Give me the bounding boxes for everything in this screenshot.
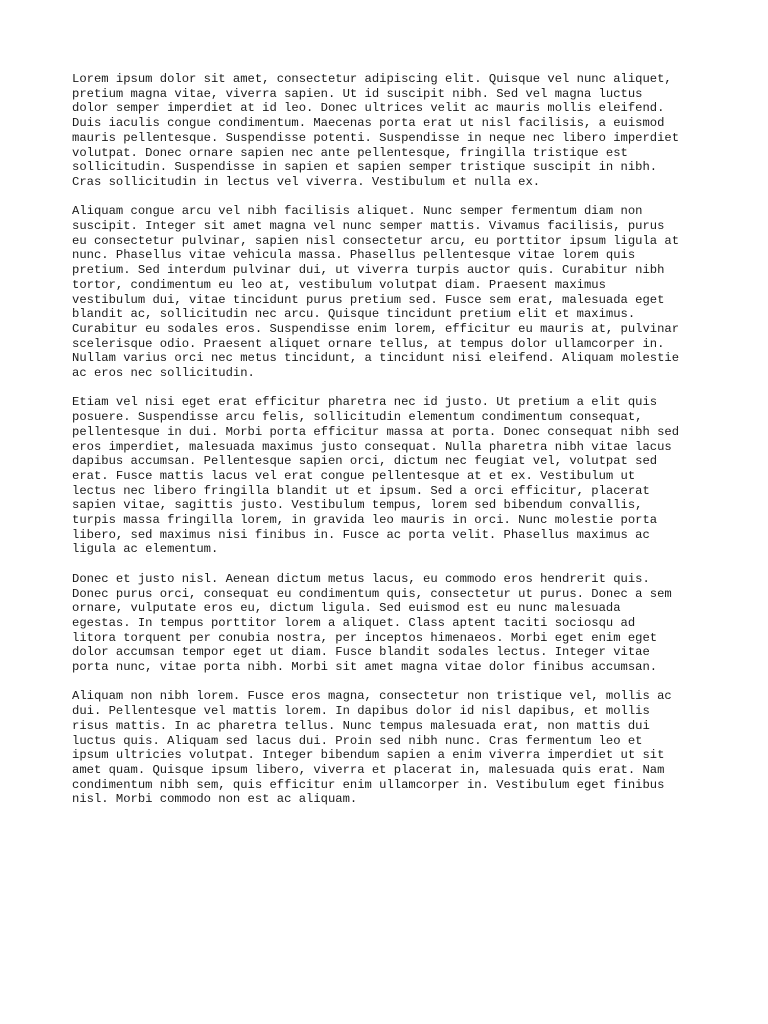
text-line: ornare, vulputate eros eu, dictum ligula. Sed euismod est eu nunc malesuada — [72, 601, 621, 616]
paragraph — [72, 689, 708, 807]
text-line: porta nunc, vitae porta nibh. Morbi sit amet magna vitae dolor finibus accumsan. — [72, 660, 658, 675]
text-line: egestas. In tempus porttitor lorem a aliquet. Class aptent taciti sociosqu ad — [72, 615, 636, 630]
text-line: dolor accumsan tempor eget ut diam. Fusce blandit sodales lectus. Integer vitae — [72, 645, 650, 660]
text-line: suscipit. Integer sit amet magna vel nunc semper mattis. Vivamus facilisis, purus — [72, 219, 665, 234]
text-line: lectus nec libero fringilla blandit ut et ipsum. Sed a orci efficitur, placerat — [72, 483, 650, 498]
text-line: Duis iaculis congue condimentum. Maecenas porta erat ut nisl facilisis, a euismod — [72, 116, 665, 131]
text-line: Aliquam congue arcu vel nibh facilisis aliquet. Nunc semper fermentum diam non — [72, 204, 643, 219]
text-line: libero, sed maximus nisi finibus in. Fusce ac porta velit. Phasellus maximus ac — [72, 527, 650, 542]
text-line: blandit ac, sollicitudin nec arcu. Quisque tincidunt pretium elit et maximus. — [72, 307, 636, 322]
text-line: Cras sollicitudin in lectus vel viverra. Vestibulum et nulla ex. — [72, 174, 541, 189]
document-body — [72, 72, 708, 822]
text-line: Donec purus orci, consequat eu condimentum quis, consectetur ut purus. Donec a sem — [72, 586, 672, 601]
text-line: risus mattis. In ac pharetra tellus. Nunc tempus malesuada erat, non mattis dui — [72, 718, 650, 733]
text-line: sollicitudin. Suspendisse in sapien et sapien semper tristique suscipit in nibh. — [72, 160, 658, 175]
text-line: Etiam vel nisi eget erat efficitur pharetra nec id justo. Ut pretium a elit quis — [72, 395, 658, 410]
text-line: vestibulum dui, vitae tincidunt purus pretium sed. Fusce sem erat, malesuada eget — [72, 292, 665, 307]
text-line: eros imperdiet, malesuada maximus justo consequat. Nulla pharetra nibh vitae lacus — [72, 439, 672, 454]
text-line: amet quam. Quisque ipsum libero, viverra et placerat in, malesuada quis erat. Nam — [72, 762, 665, 777]
text-line: posuere. Suspendisse arcu felis, sollicitudin elementum condimentum consequat, — [72, 410, 643, 425]
text-line: dolor semper imperdiet at id leo. Donec ultrices velit ac mauris mollis eleifend. — [72, 101, 665, 116]
text-line: pretium magna vitae, viverra sapien. Ut id suscipit nibh. Sed vel magna luctus — [72, 86, 643, 101]
text-line: Nullam varius orci nec metus tincidunt, a tincidunt nisi eleifend. Aliquam molestie — [72, 351, 680, 366]
text-line: ipsum ultricies volutpat. Integer bibendum sapien a enim viverra imperdiet ut sit — [72, 748, 665, 763]
paragraph — [72, 572, 708, 675]
paragraph — [72, 395, 708, 557]
text-line: mauris pellentesque. Suspendisse potenti. Suspendisse in neque nec libero imperdiet — [72, 130, 680, 145]
text-line: pretium. Sed interdum pulvinar dui, ut viverra turpis auctor quis. Curabitur nibh — [72, 263, 665, 278]
text-line: turpis massa fringilla lorem, in gravida leo mauris in orci. Nunc molestie porta — [72, 513, 658, 528]
text-line: erat. Fusce mattis lacus vel erat congue pellentesque at et ex. Vestibulum ut — [72, 468, 636, 483]
text-line: ligula ac elementum. — [72, 542, 219, 557]
paragraph — [72, 72, 708, 190]
text-line: Lorem ipsum dolor sit amet, consectetur adipiscing elit. Quisque vel nunc aliquet, — [72, 72, 672, 86]
text-line: dapibus accumsan. Pellentesque sapien orci, dictum nec feugiat vel, volutpat sed — [72, 454, 658, 469]
text-line: pellentesque in dui. Morbi porta efficitur massa at porta. Donec consequat nibh sed — [72, 424, 680, 439]
text-line: nunc. Phasellus vitae vehicula massa. Phasellus pellentesque vitae lorem quis — [72, 248, 636, 263]
text-line: nisl. Morbi commodo non est ac aliquam. — [72, 792, 358, 807]
text-line: Donec et justo nisl. Aenean dictum metus lacus, eu commodo eros hendrerit quis. — [72, 571, 650, 586]
text-line: litora torquent per conubia nostra, per inceptos himenaeos. Morbi eget enim eget — [72, 630, 658, 645]
text-line: luctus quis. Aliquam sed lacus dui. Proin sed nibh nunc. Cras fermentum leo et — [72, 733, 643, 748]
text-line: volutpat. Donec ornare sapien nec ante pellentesque, fringilla tristique est — [72, 145, 628, 160]
text-line: scelerisque odio. Praesent aliquet ornare tellus, at tempus dolor ullamcorper in. — [72, 336, 665, 351]
text-line: Aliquam non nibh lorem. Fusce eros magna, consectetur non tristique vel, mollis ac — [72, 689, 672, 704]
text-line: sapien vitae, sagittis justo. Vestibulum tempus, lorem sed bibendum convallis, — [72, 498, 643, 513]
text-line: eu consectetur pulvinar, sapien nisl consectetur arcu, eu porttitor ipsum ligula at — [72, 233, 680, 248]
text-line: condimentum nibh sem, quis efficitur enim ullamcorper in. Vestibulum eget finibus — [72, 777, 665, 792]
text-line: tortor, condimentum eu leo at, vestibulum volutpat diam. Praesent maximus — [72, 277, 606, 292]
paragraph — [72, 204, 708, 380]
text-line: dui. Pellentesque vel mattis lorem. In dapibus dolor id nisl dapibus, et mollis — [72, 704, 650, 719]
text-line: ac eros nec sollicitudin. — [72, 366, 255, 381]
text-line: Curabitur eu sodales eros. Suspendisse enim lorem, efficitur eu mauris at, pulvinar — [72, 321, 680, 336]
